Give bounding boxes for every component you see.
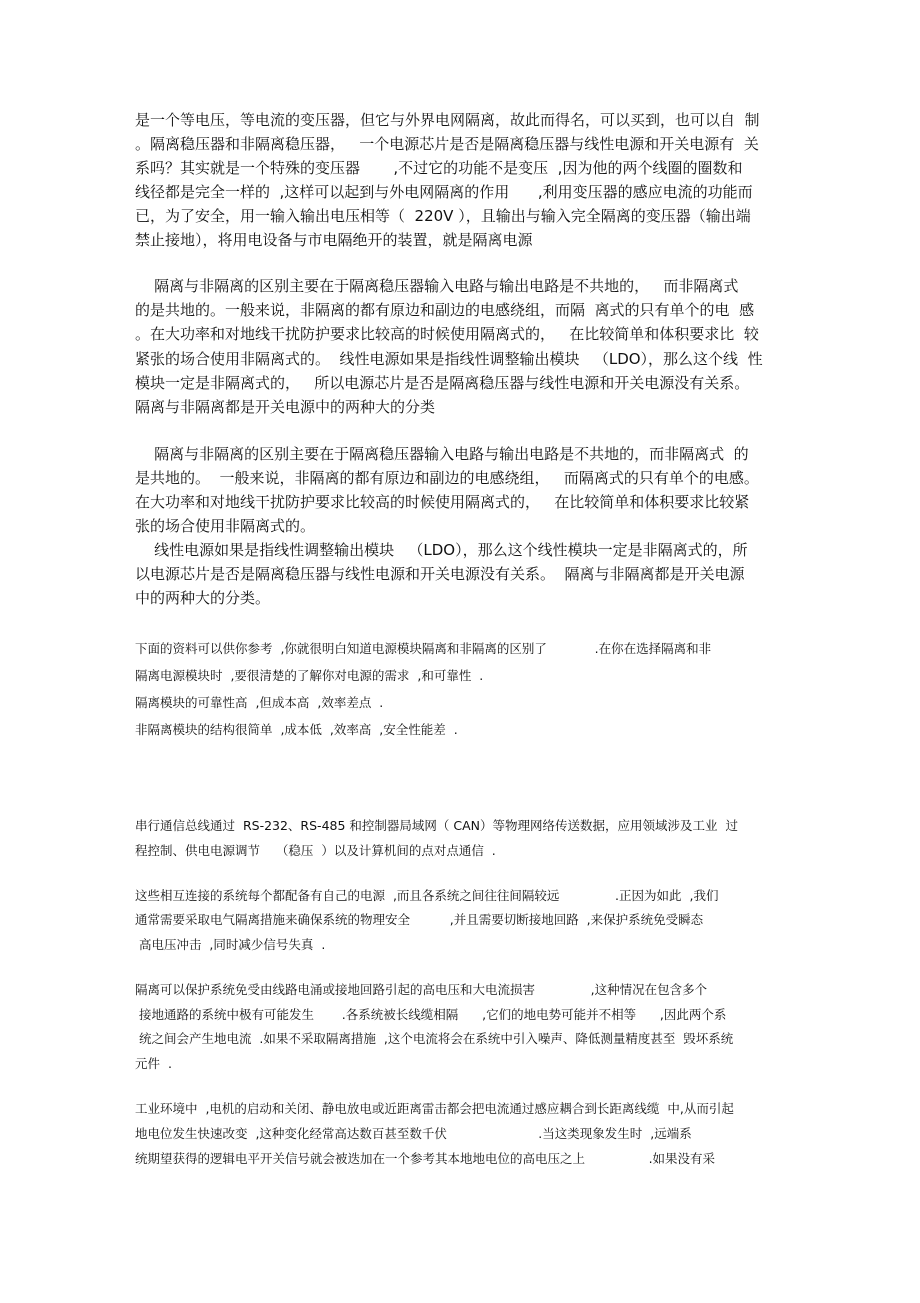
para3-line-2: 是共地的。 一般来说，非隔离的都有原边和副边的电感绕组， 而隔离式的只有单个的电感。: [135, 469, 759, 487]
para6-line-3: 高电压冲击 ,同时减少信号失真 .: [135, 937, 326, 952]
para2-line-3: 。在大功率和对地线干扰防护要求比较高的时候使用隔离式的， 在比较简单和体积要求比 较: [135, 325, 759, 343]
para1-line-3: 系吗？其实就是一个特殊的变压器 ,不过它的功能不是变压 ,因为他的两个线圈的圈数和: [135, 159, 743, 177]
para7-line-4: 元件 .: [135, 1056, 172, 1071]
para6-line-2: 通常需要采取电气隔离措施来确保系统的物理安全 ,并且需要切断接地回路 ,来保护系统免受瞬态: [135, 912, 704, 927]
para3-line-5: 线性电源如果是指线性调整输出模块 （LDO），那么这个线性模块一定是非隔离式的，所: [135, 541, 748, 559]
para4-line-3: 隔离模块的可靠性高 ,但成本高 ,效率差点 .: [135, 695, 384, 710]
para3-line-4: 张的场合使用非隔离式的。: [135, 517, 316, 535]
para1-line-4: 线径都是完全一样的 ,这样可以起到与外电网隔离的作用 ,利用变压器的感应电流的功能而: [135, 183, 753, 201]
para4-line-1: 下面的资料可以供你参考 ,你就很明白知道电源模块隔离和非隔离的区别了 .在你在选择隔离和非: [135, 641, 712, 656]
para5-line-1: 串行通信总线通过 RS-232、RS-485 和控制器局域网（ CAN）等物理网络传送数据，应用领域涉及工业 过: [135, 818, 738, 833]
para4-line-4: 非隔离模块的结构很简单 ,成本低 ,效率高 ,安全性能差 .: [135, 722, 458, 737]
para5-line-2: 程控制、供电电源调节 （稳压 ）以及计算机间的点对点通信 .: [135, 843, 496, 858]
para2-line-5: 模块一定是非隔离式的， 所以电源芯片是否是隔离稳压器与线性电源和开关电源没有关系。: [135, 374, 750, 392]
para8-line-2: 地电位发生快速改变 ,这种变化经常高达数百甚至数千伏 .当这类现象发生时 ,远端系: [135, 1126, 692, 1141]
para2-line-1: 隔离与非隔离的区别主要在于隔离稳压器输入电路与输出电路是不共地的， 而非隔离式: [135, 277, 739, 295]
para7-line-3: 统之间会产生地电流 .如果不采取隔离措施 ,这个电流将会在系统中引入噪声、降低测量精度甚至 毁坏系统: [135, 1031, 734, 1046]
para3-line-1: 隔离与非隔离的区别主要在于隔离稳压器输入电路与输出电路是不共地的，而非隔离式 的: [135, 445, 749, 463]
para1-line-5: 已，为了安全，用一输入输出电压相等（ 220V ），且输出与输入完全隔离的变压器（输出端: [135, 207, 751, 225]
para2-line-4: 紧张的场合使用非隔离式的。 线性电源如果是指线性调整输出模块 （LDO），那么这个线 性: [135, 350, 763, 368]
para6-line-1: 这些相互连接的系统每个都配备有自己的电源 ,而且各系统之间往往间隔较远 .正因为如此 ,我们: [135, 888, 719, 903]
para3-line-6: 以电源芯片是否是隔离稳压器与线性电源和开关电源没有关系。 隔离与非隔离都是开关电源: [135, 565, 745, 583]
para3-line-3: 在大功率和对地线干扰防护要求比较高的时候使用隔离式的， 在比较简单和体积要求比较紧: [135, 493, 750, 511]
para8-line-3: 统期望获得的逻辑电平开关信号就会被迭加在一个参考其本地地电位的高电压之上 .如果没有采: [135, 1151, 716, 1166]
para1-line-6: 禁止接地），将用电设备与市电隔绝开的装置，就是隔离电源: [135, 231, 533, 249]
para2-line-2: 的是共地的。一般来说，非隔离的都有原边和副边的电感绕组，而隔 离式的只有单个的电 感: [135, 301, 755, 319]
para4-line-2: 隔离电源模块时 ,要很清楚的了解你对电源的需求 ,和可靠性 .: [135, 668, 484, 683]
para3-line-7: 中的两种大的分类。: [135, 589, 271, 607]
para1-line-2: 。隔离稳压器和非隔离稳压器， 一个电源芯片是否是隔离稳压器与线性电源和开关电源有 关: [135, 135, 759, 153]
para7-line-1: 隔离可以保护系统免受由线路电涌或接地回路引起的高电压和大电流损害 ,这种情况在包含多个: [135, 982, 708, 997]
para8-line-1: 工业环境中 ,电机的启动和关闭、静电放电或近距离雷击都会把电流通过感应耦合到长距离线缆 中,从而引起: [135, 1101, 734, 1116]
para7-line-2: 接地通路的系统中极有可能发生 .各系统被长线缆相隔 ,它们的地电势可能并不相等 ,因此两个系: [135, 1007, 727, 1022]
para1-line-1: 是一个等电压，等电流的变压器，但它与外界电网隔离，故此而得名，可以买到，也可以自 制: [135, 111, 760, 129]
para2-line-6: 隔离与非隔离都是开关电源中的两种大的分类: [135, 398, 436, 416]
